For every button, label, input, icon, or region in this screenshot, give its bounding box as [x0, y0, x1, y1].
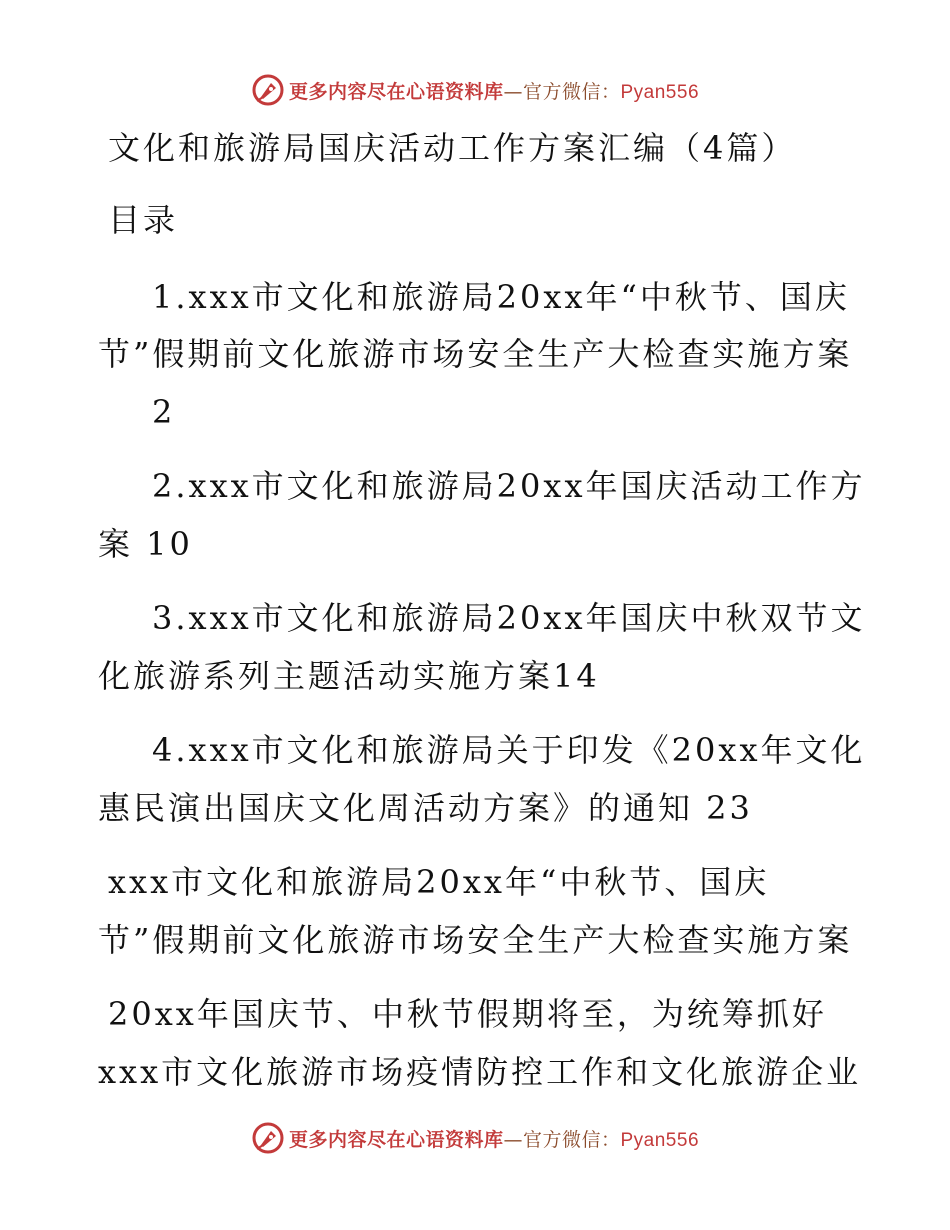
watermark-banner-top [0, 70, 950, 110]
section-body-line-2: xxx市文化旅游市场疫情防控工作和文化旅游企业 [98, 1053, 862, 1091]
section-heading-line-2: 节”假期前文化旅游市场安全生产大检查实施方案 [98, 921, 853, 959]
watermark-content [251, 73, 699, 107]
watermark-text [289, 77, 699, 104]
toc-item-2-line-2: 案 10 [98, 525, 193, 563]
toc-heading: 目录 [108, 201, 179, 239]
watermark-dash: — [503, 80, 523, 103]
document-title: 文化和旅游局国庆活动工作方案汇编（4篇） [108, 129, 797, 167]
toc-item-2-line-1: 2.xxx市文化和旅游局20xx年国庆活动工作方 [152, 467, 866, 505]
pen-nib-logo-icon [251, 73, 285, 107]
toc-item-4-line-2: 惠民演出国庆文化周活动方案》的通知 23 [98, 789, 753, 827]
toc-item-4-line-1: 4.xxx市文化和旅游局关于印发《20xx年文化 [152, 731, 866, 769]
watermark-content [251, 1121, 699, 1155]
toc-item-1-page: 2 [152, 393, 176, 431]
watermark-slogan: 更多内容尽在心语资料库 [288, 80, 504, 103]
section-body-line-1: 20xx年国庆节、中秋节假期将至，为统筹抓好 [108, 995, 827, 1033]
watermark-dash: — [503, 1128, 523, 1151]
pen-nib-logo-icon [251, 1121, 285, 1155]
toc-item-3-line-2: 化旅游系列主题活动实施方案14 [98, 657, 600, 695]
watermark-slogan: 更多内容尽在心语资料库 [288, 1128, 504, 1151]
watermark-banner-bottom [0, 1118, 950, 1158]
section-heading-line-1: xxx市文化和旅游局20xx年“中秋节、国庆 [108, 863, 770, 901]
watermark-wechat-id: Pyan556 [620, 81, 700, 103]
watermark-wechat-label: 官方微信： [522, 1128, 621, 1151]
toc-item-1-line-2: 节”假期前文化旅游市场安全生产大检查实施方案 [98, 335, 853, 373]
watermark-wechat-label: 官方微信： [522, 80, 621, 103]
toc-item-1-line-1: 1.xxx市文化和旅游局20xx年“中秋节、国庆 [152, 278, 850, 316]
watermark-text [289, 1125, 699, 1152]
toc-item-3-line-1: 3.xxx市文化和旅游局20xx年国庆中秋双节文 [152, 599, 866, 637]
watermark-wechat-id: Pyan556 [620, 1129, 700, 1151]
